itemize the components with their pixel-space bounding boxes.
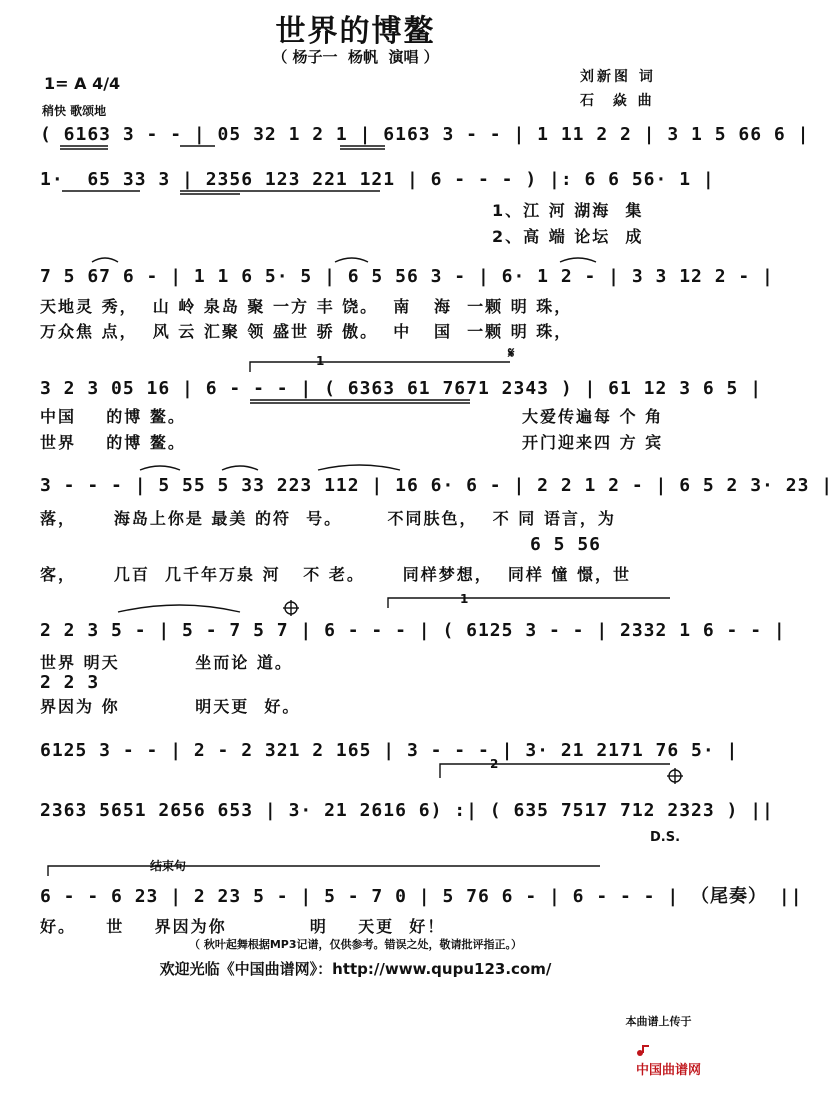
- song-title: 世界的博鳌: [275, 14, 436, 49]
- slur: [318, 465, 400, 470]
- lyric-line-9: 世界 明天 坐而论 道。: [40, 653, 293, 672]
- lyric-line-11: 好。 世 界因为你 明 天更 好！: [40, 917, 446, 936]
- tempo-marking: 稍快 歌颂地: [42, 104, 107, 118]
- score-alt-notes-1: 6 5 56: [530, 534, 602, 555]
- key-signature: 1= A 4/4: [44, 74, 121, 93]
- lyric-line-10: 界因为 你 明天更 好。: [40, 697, 301, 716]
- ending-2-label: 2: [490, 757, 499, 771]
- slur: [92, 258, 118, 262]
- performers: （ 杨子一 杨帆 演唱 ）: [272, 48, 439, 66]
- slur: [222, 466, 258, 470]
- slur: [335, 258, 368, 262]
- note-logo-icon: [636, 1044, 650, 1056]
- coda-icon: [285, 602, 297, 614]
- lyric-line-5: 大爱传遍每 个 角: [522, 407, 664, 426]
- lyricist: 刘新图 词: [580, 69, 656, 85]
- ending-1b-label: 1: [460, 592, 469, 606]
- slur: [140, 466, 180, 470]
- score-row-4: 3 2 3 05 16 | 6 - - - | ( 6363 61 7671 2343 ) | 61 12 3 6 5 |: [40, 378, 763, 399]
- upload-prefix: 本曲谱上传于: [625, 1015, 692, 1028]
- lyric-verse2-intro: 2、高 端 论坛 成: [492, 227, 644, 246]
- upload-brand: 中国曲谱网: [635, 1063, 701, 1078]
- lyric-line-7: 落， 海岛上你是 最美 的符 号。 不同肤色， 不 同 语言，为: [40, 509, 616, 528]
- score-row-8: 2363 5651 2656 653 | 3· 21 2616 6) :| ( 635 7517 712 2323 ) ||: [40, 800, 774, 821]
- lyric-verse1-intro: 1、江 河 湖海 集: [492, 201, 644, 220]
- site-welcome[interactable]: 欢迎光临《中国曲谱网》：http://www.qupu123.com/: [159, 960, 552, 978]
- slur: [118, 605, 240, 612]
- lyric-line-6: 开门迎来四 方 宾: [522, 433, 664, 452]
- slur: [560, 258, 596, 262]
- ending-1-label: 1: [316, 354, 325, 368]
- lyric-line-2: 万众焦 点， 风 云 汇聚 领 盛世 骄 傲。 中 国 一颗 明 珠，: [40, 322, 573, 341]
- volta-bracket-1: [250, 362, 510, 372]
- score-row-5: 3 - - - | 5 55 5 33 223 112 | 16 6· 6 - | 2 2 1 2 - | 6 5 2 3· 23 |: [40, 475, 833, 496]
- lyric-line-3: 中国 的博 鳌。: [40, 407, 186, 426]
- score-row-6: 2 2 3 5 - | 5 - 7 5 7 | 6 - - - | ( 6125 3 - - | 2332 1 6 - - |: [40, 620, 786, 641]
- transcription-note: （ 秋叶起舞根据MP3记谱，仅供参考。错误之处，敬请批评指正。）: [189, 938, 522, 951]
- lyric-line-1: 天地灵 秀， 山 岭 泉岛 聚 一方 丰 饶。 南 海 一颗 明 珠，: [40, 297, 573, 316]
- upload-credit: [618, 1000, 701, 1093]
- score-row-1: ( 6163 3 - - | 05 32 1 2 1 | 6163 3 - - | 1 11 2 2 | 3 1 5 66 6 |: [40, 124, 810, 145]
- composer: 石 焱 曲: [580, 93, 655, 109]
- lyric-line-4: 世界 的博 鳌。: [40, 433, 186, 452]
- score-alt-notes-2: 2 2 3: [40, 672, 100, 693]
- brand-logo: [618, 1044, 701, 1093]
- score-row-7: 6125 3 - - | 2 - 2 321 2 165 | 3 - - - | 3· 21 2171 76 5· |: [40, 740, 739, 761]
- ds-mark: D.S.: [650, 830, 681, 845]
- score-row-9: 6 - - 6 23 | 2 23 5 - | 5 - 7 0 | 5 76 6 - | 6 - - - | （尾奏） ||: [40, 886, 803, 907]
- volta-bracket-2: [440, 764, 670, 778]
- score-row-2: 1· 65 33 3 | 2356 123 221 121 | 6 - - - ) |: 6 6 56· 1 |: [40, 169, 715, 190]
- lyric-line-8: 客， 几百 几千年万泉 河 不 老。 同样梦想， 同样 憧 憬，世: [40, 565, 631, 584]
- ending-section-label: 结束句: [150, 859, 187, 873]
- score-row-3: 7 5 67 6 - | 1 1 6 5· 5 | 6 5 56 3 - | 6· 1 2 - | 3 3 12 2 - |: [40, 266, 774, 287]
- coda-icon: [669, 770, 681, 782]
- volta-bracket-1b: [388, 598, 670, 608]
- ending-bracket: [48, 866, 600, 876]
- segno-mark: 𝄋: [508, 344, 515, 362]
